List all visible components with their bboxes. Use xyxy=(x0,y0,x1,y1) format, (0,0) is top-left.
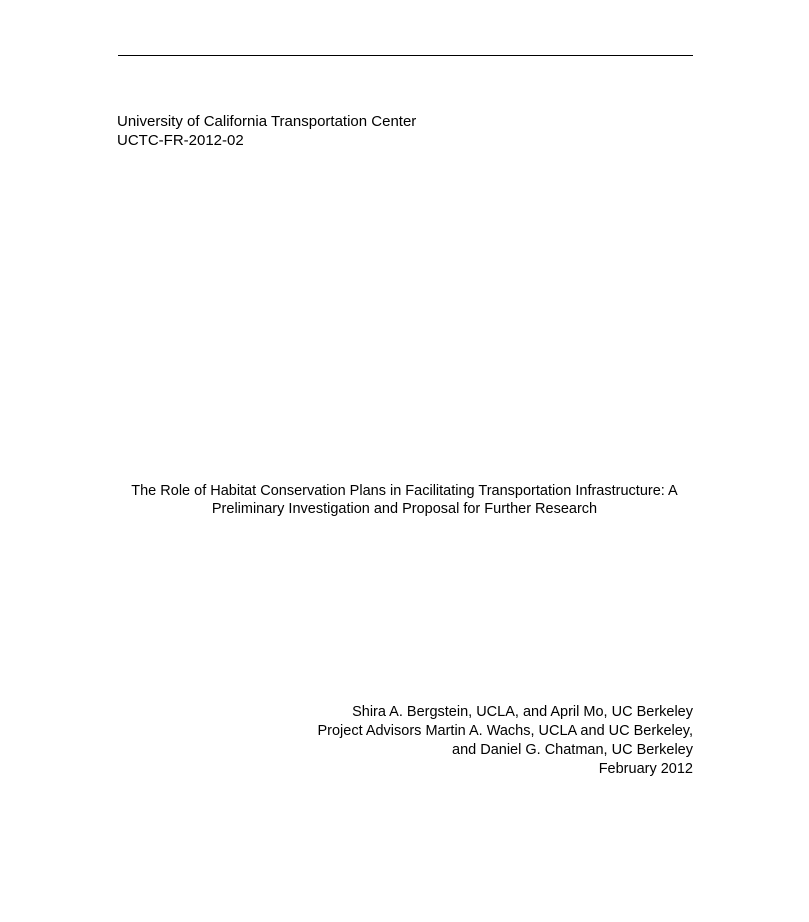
report-number: UCTC-FR-2012-02 xyxy=(117,132,244,149)
advisors-line-1: Project Advisors Martin A. Wachs, UCLA and UC Berkeley, xyxy=(317,723,693,739)
authors-line: Shira A. Bergstein, UCLA, and April Mo, UC Berkeley xyxy=(352,704,693,720)
report-title-line-2: Preliminary Investigation and Proposal for Further Research xyxy=(211,501,598,517)
author-block xyxy=(317,703,693,779)
advisors-line-2: and Daniel G. Chatman, UC Berkeley xyxy=(452,742,693,758)
organization-name: University of California Transportation Center xyxy=(117,113,417,130)
report-title xyxy=(100,482,709,518)
publication-date: February 2012 xyxy=(598,761,693,777)
top-rule-divider xyxy=(118,55,693,56)
report-title-line-1: The Role of Habitat Conservation Plans in Facilitating Transportation Infrastructure: A xyxy=(131,483,678,499)
organization-block xyxy=(117,112,416,150)
